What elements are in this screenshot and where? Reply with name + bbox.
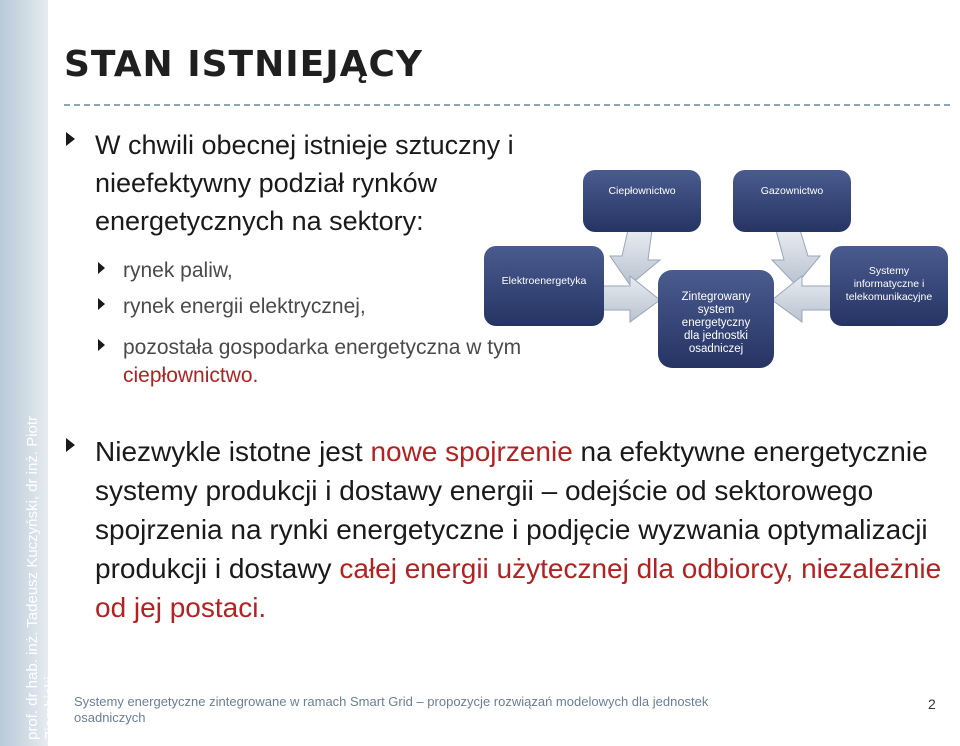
- box-heating: [583, 170, 701, 232]
- bullet-arrow-icon: [98, 298, 105, 310]
- integrated-system-diagram: [480, 170, 950, 385]
- bullet-arrow-icon: [66, 132, 75, 146]
- page-number: 2: [928, 696, 936, 712]
- bullet-arrow-icon: [66, 438, 75, 452]
- center-label-3: energetyczny: [681, 317, 751, 329]
- box-it-label-1: Systemy: [868, 265, 910, 277]
- center-label-5: osadniczej: [688, 343, 744, 355]
- center-label-4: dla jednostki: [684, 330, 748, 342]
- bullet-arrow-icon: [98, 262, 105, 274]
- arrow-heating-icon: [610, 230, 660, 285]
- bullet-new-perspective: [66, 432, 946, 627]
- box-heating-label: Ciepłownictwo: [608, 185, 676, 197]
- slide-title: STAN ISTNIEJĄCY: [64, 44, 423, 85]
- center-label-2: system: [697, 304, 735, 316]
- sidebar-band: [0, 0, 59, 746]
- sub-item-text: rynek paliw,: [123, 259, 233, 282]
- text-highlight-2: całej energii użytecznej dla odbiorcy, niezależnie od jej postaci.: [95, 553, 942, 623]
- bullet-arrow-icon: [98, 339, 105, 351]
- arrow-gas-icon: [772, 230, 820, 285]
- footer-caption: Systemy energetyczne zintegrowane w ramach Smart Grid – propozycje rozwiązań modelowych dla jednostek osadniczych: [74, 694, 709, 725]
- sub-item-text-prefix: pozostała gospodarka energetyczna w tym: [123, 336, 522, 359]
- box-electric-label: Elektroenergetyka: [501, 275, 587, 287]
- author-credit: prof. dr hab. inż. Tadeusz Kuczyński, dr inż. Piotr Ziembicki: [24, 415, 59, 740]
- arrow-it-icon: [772, 276, 834, 322]
- text-part-2: na efektywne energetycznie systemy produkcji i dostawy energii – odejście od sektorowego spojrzenia na rynki energetyczne i podjęcie wyzwania optymalizacji produkcji i dostawy: [95, 436, 928, 584]
- text-part-1: Niezwykle istotne jest: [95, 436, 371, 467]
- box-gas: [733, 170, 851, 232]
- box-gas-label: Gazownictwo: [760, 185, 824, 197]
- box-it-label-3: telekomunikacyjne: [845, 291, 933, 303]
- bullet-sectors-text: W chwili obecnej istnieje sztuczny i nieefektywny podział rynków energetycznych na sektory:: [95, 130, 514, 236]
- sub-item-highlight: ciepłownictwo.: [123, 364, 259, 387]
- box-it-label-2: informatyczne i: [853, 278, 925, 290]
- center-label-1: Zintegrowany: [681, 291, 751, 303]
- sub-item-electricity-market: [98, 293, 366, 321]
- diagram-svg: [480, 170, 950, 385]
- bullet-new-perspective-text: [95, 432, 946, 627]
- text-highlight-1: nowe spojrzenie: [370, 436, 573, 467]
- sub-item-fuel-market: [98, 257, 233, 285]
- title-divider: [64, 104, 950, 106]
- sub-item-text: rynek energii elektrycznej,: [123, 295, 366, 318]
